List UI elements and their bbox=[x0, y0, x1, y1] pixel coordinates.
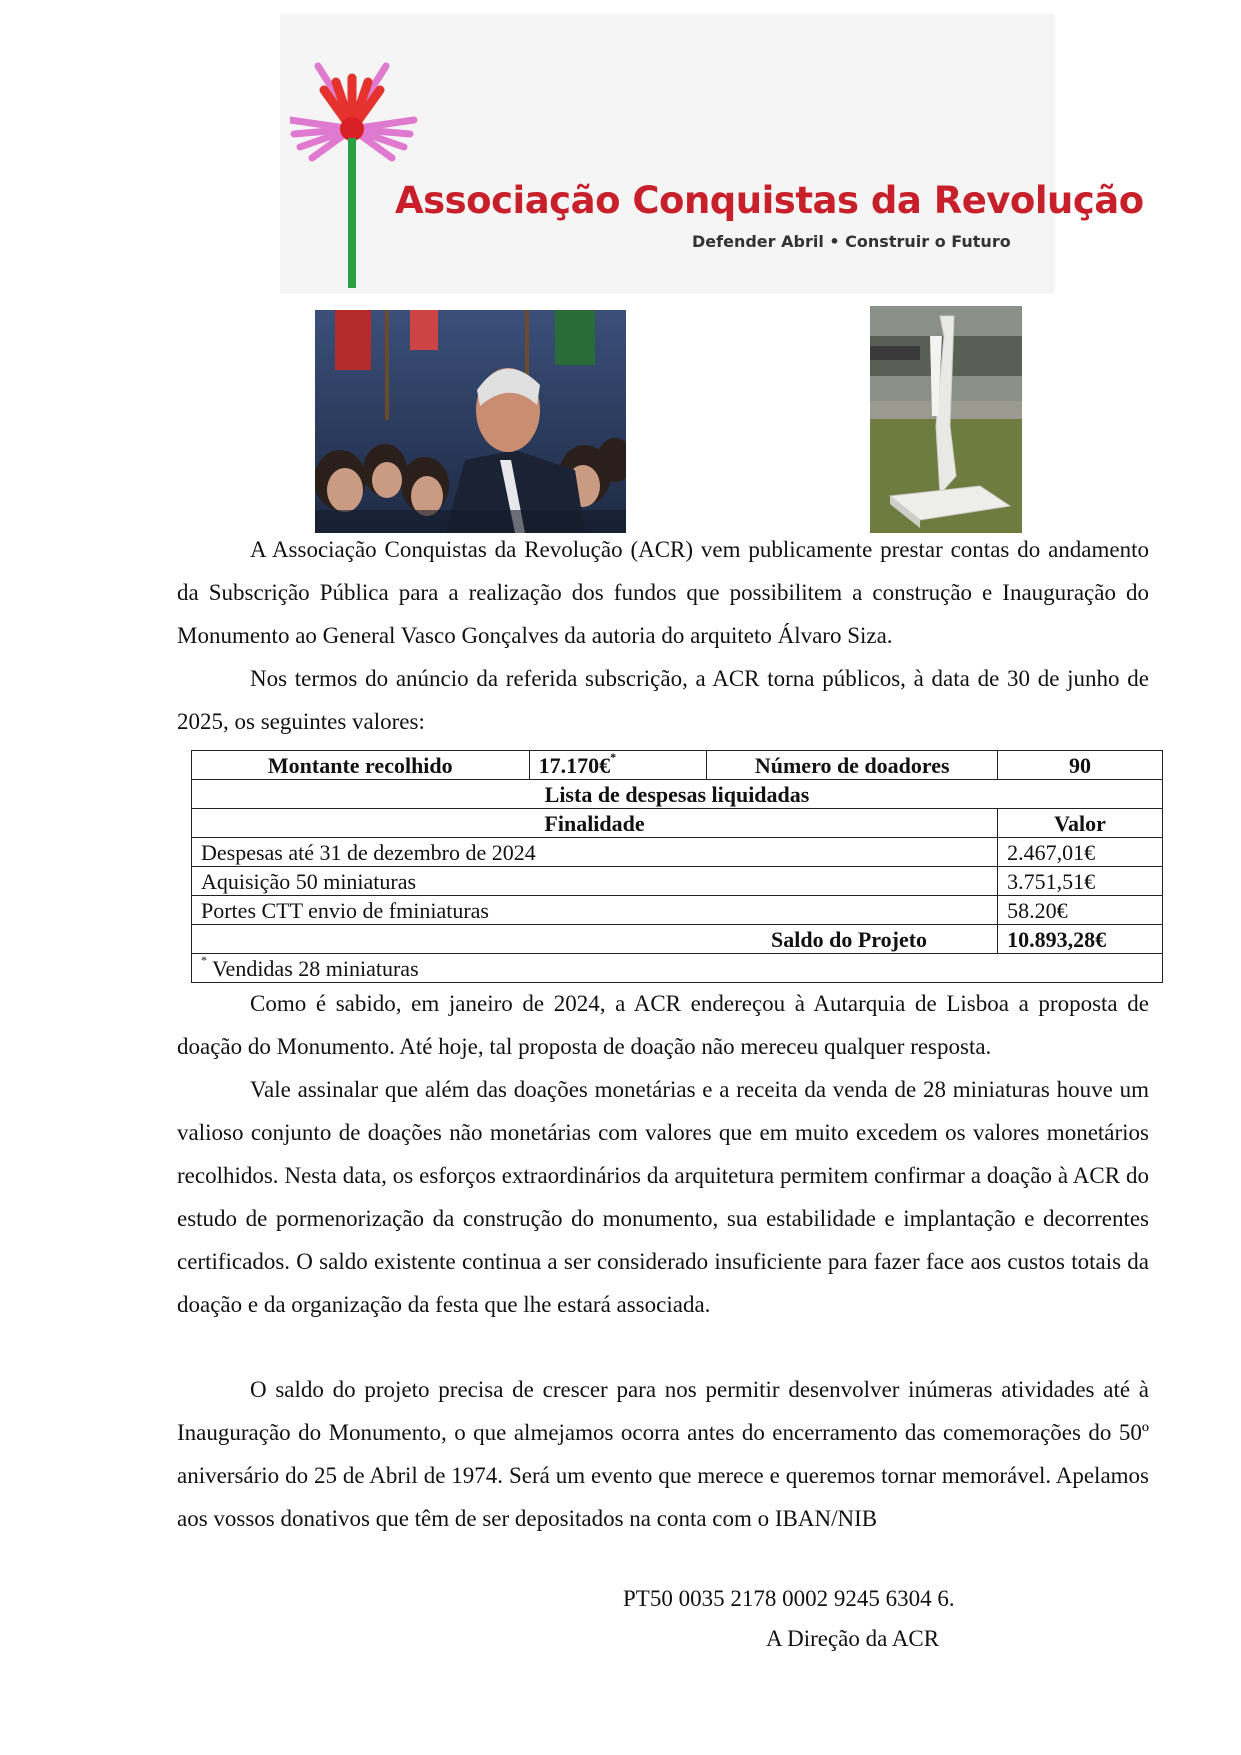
expenses-list-title: Lista de despesas liquidadas bbox=[192, 780, 1163, 809]
table-row bbox=[192, 867, 1163, 896]
appeal-paragraph: O saldo do projeto precisa de crescer para nos permitir desenvolver inúmeras atividades até à Inauguração do Monumento, o que almejamos ocorra antes do encerramento das comemorações do 50º aniversário do 25 de Abril de 1974. Será um evento que merece e queremos tornar memorável. Apelamos aos vossos donativos que têm de ser depositados na conta com o IBAN/NIB bbox=[177, 1377, 1149, 1531]
values-intro-paragraph: Nos termos do anúncio da referida subscrição, a ACR torna públicos, à data de 30 de junho de 2025, os seguintes valores: bbox=[177, 666, 1149, 734]
montante-value-cell: 17.170€* bbox=[529, 751, 707, 780]
carnation-logo-icon bbox=[290, 34, 430, 289]
expense-valor: 58.20€ bbox=[998, 896, 1163, 925]
table-row bbox=[192, 780, 1163, 809]
organization-name: Associação Conquistas da Revolução bbox=[395, 179, 1144, 222]
expense-valor: 3.751,51€ bbox=[998, 867, 1163, 896]
signature: A Direção da ACR bbox=[766, 1626, 940, 1651]
doadores-label: Número de doadores bbox=[707, 751, 998, 780]
column-header-finalidade: Finalidade bbox=[192, 809, 998, 838]
column-header-valor: Valor bbox=[998, 809, 1163, 838]
organization-slogan: Defender Abril • Construir o Futuro bbox=[692, 232, 1011, 251]
general-photo bbox=[315, 310, 626, 533]
expense-finalidade: Portes CTT envio de fminiaturas bbox=[192, 896, 998, 925]
proposal-paragraph: Como é sabido, em janeiro de 2024, a ACR endereçou à Autarquia de Lisboa a proposta de doação do Monumento. Até hoje, tal proposta de doação não mereceu qualquer resposta. bbox=[177, 991, 1149, 1059]
accounts-table bbox=[191, 750, 1163, 983]
expense-finalidade: Despesas até 31 de dezembro de 2024 bbox=[192, 838, 998, 867]
intro-paragraph: A Associação Conquistas da Revolução (ACR) vem publicamente prestar contas do andamento da Subscrição Pública para a realização dos fundos que possibilitem a construção e Inauguração do Monumento ao General Vasco Gonçalves da autoria do arquiteto Álvaro Siza. bbox=[177, 537, 1149, 648]
monument-photo bbox=[870, 306, 1022, 533]
expense-valor: 2.467,01€ bbox=[998, 838, 1163, 867]
table-row bbox=[192, 838, 1163, 867]
table-header-row bbox=[192, 809, 1163, 838]
doadores-value: 90 bbox=[998, 751, 1163, 780]
acr-logo bbox=[280, 14, 1144, 294]
montante-label: Montante recolhido bbox=[192, 751, 530, 780]
table-row bbox=[192, 751, 1163, 780]
footnote: * Vendidas 28 miniaturas bbox=[192, 954, 1163, 983]
iban-number: PT50 0035 2178 0002 9245 6304 6. bbox=[623, 1586, 955, 1611]
table-row bbox=[192, 954, 1163, 983]
saldo-label: Saldo do Projeto bbox=[192, 925, 998, 954]
expense-finalidade: Aquisição 50 miniaturas bbox=[192, 867, 998, 896]
table-row bbox=[192, 896, 1163, 925]
table-row bbox=[192, 925, 1163, 954]
donations-paragraph: Vale assinalar que além das doações monetárias e a receita da venda de 28 miniaturas houve um valioso conjunto de doações não monetárias com valores que em muito excedem os valores monetários recolhidos. Nesta data, os esforços extraordinários da arquitetura permitem confirmar a doação à ACR do estudo de pormenorização da construção do monumento, sua estabilidade e implantação e decorrentes certificados. O saldo existente continua a ser considerado insuficiente para fazer face aos custos totais da doação e da organização da festa que lhe estará associada. bbox=[177, 1077, 1149, 1317]
saldo-value: 10.893,28€ bbox=[998, 925, 1163, 954]
